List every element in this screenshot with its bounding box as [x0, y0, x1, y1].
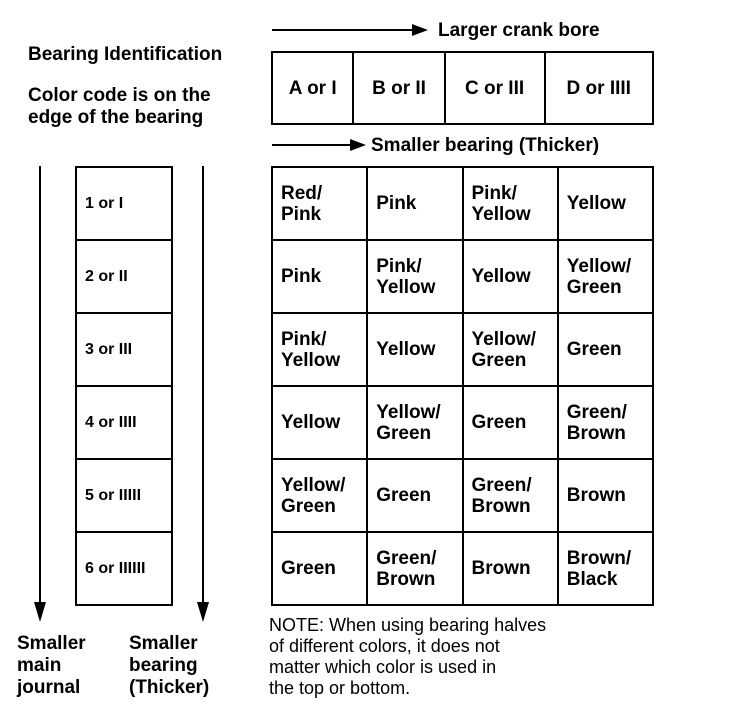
- color-cell: Red/ Pink: [272, 167, 367, 240]
- title-subtext-line2: edge of the bearing: [28, 107, 204, 128]
- color-cell: Pink/ Yellow: [367, 240, 462, 313]
- color-cell: Brown/ Black: [558, 532, 653, 605]
- bearing-color-table: [271, 166, 654, 606]
- smaller-main-journal-arrow: [32, 166, 48, 626]
- color-row: [272, 459, 653, 532]
- color-cell: Brown: [558, 459, 653, 532]
- larger-crank-bore-label: Larger crank bore: [438, 20, 600, 41]
- color-cell: Green/ Brown: [367, 532, 462, 605]
- color-row: [272, 313, 653, 386]
- color-cell: Yellow/ Green: [558, 240, 653, 313]
- color-cell: Green: [558, 313, 653, 386]
- crank-bore-code: C or III: [445, 52, 545, 124]
- note-line: matter which color is used in: [269, 657, 497, 677]
- journal-code: 6 or IIIIII: [76, 532, 172, 605]
- color-cell: Pink/ Yellow: [272, 313, 367, 386]
- color-cell: Yellow: [272, 386, 367, 459]
- smaller-main-journal-label: Smaller main journal: [17, 633, 86, 698]
- smaller-bearing-bottom-label: Smaller bearing (Thicker): [129, 633, 210, 698]
- journal-code: 3 or III: [76, 313, 172, 386]
- color-row: [272, 532, 653, 605]
- journal-code: 2 or II: [76, 240, 172, 313]
- note-line: the top or bottom.: [269, 678, 411, 698]
- title-block: [28, 44, 222, 129]
- color-cell: Yellow: [558, 167, 653, 240]
- note-line: of different colors, it does not: [269, 636, 500, 656]
- color-cell: Green: [272, 532, 367, 605]
- color-cell: Yellow/ Green: [272, 459, 367, 532]
- note-line: NOTE: When using bearing halves: [269, 615, 547, 635]
- journal-row: [76, 532, 172, 605]
- title-heading: Bearing Identification: [28, 44, 223, 65]
- color-cell: Pink: [272, 240, 367, 313]
- crank-bore-table: [271, 51, 654, 125]
- smaller-bearing-label: Smaller bearing (Thicker): [371, 135, 600, 156]
- journal-row: [76, 313, 172, 386]
- journal-row: [76, 386, 172, 459]
- smaller-bearing-arrow: [272, 139, 372, 151]
- color-cell: Green/ Brown: [558, 386, 653, 459]
- color-row: [272, 167, 653, 240]
- color-cell: Pink/ Yellow: [463, 167, 558, 240]
- title-subtext-line1: Color code is on the: [28, 85, 211, 106]
- note-block: [269, 615, 546, 699]
- color-cell: Green: [463, 386, 558, 459]
- journal-row: [76, 167, 172, 240]
- color-cell: Yellow: [367, 313, 462, 386]
- color-cell: Green/ Brown: [463, 459, 558, 532]
- color-cell: Pink: [367, 167, 462, 240]
- color-row: [272, 386, 653, 459]
- journal-code: 4 or IIII: [76, 386, 172, 459]
- crank-bore-code: B or II: [353, 52, 444, 124]
- crank-bore-code: A or I: [272, 52, 353, 124]
- journal-code: 5 or IIIII: [76, 459, 172, 532]
- color-cell: Yellow: [463, 240, 558, 313]
- color-row: [272, 240, 653, 313]
- smaller-bearing-vertical-arrow: [195, 166, 211, 626]
- main-journal-table: [75, 166, 173, 606]
- crank-bore-row: [272, 52, 653, 124]
- larger-crank-bore-arrow: [272, 24, 432, 36]
- journal-row: [76, 240, 172, 313]
- color-cell: Green: [367, 459, 462, 532]
- color-cell: Yellow/ Green: [463, 313, 558, 386]
- crank-bore-code: D or IIII: [545, 52, 654, 124]
- journal-row: [76, 459, 172, 532]
- color-cell: Brown: [463, 532, 558, 605]
- journal-code: 1 or I: [76, 167, 172, 240]
- color-cell: Yellow/ Green: [367, 386, 462, 459]
